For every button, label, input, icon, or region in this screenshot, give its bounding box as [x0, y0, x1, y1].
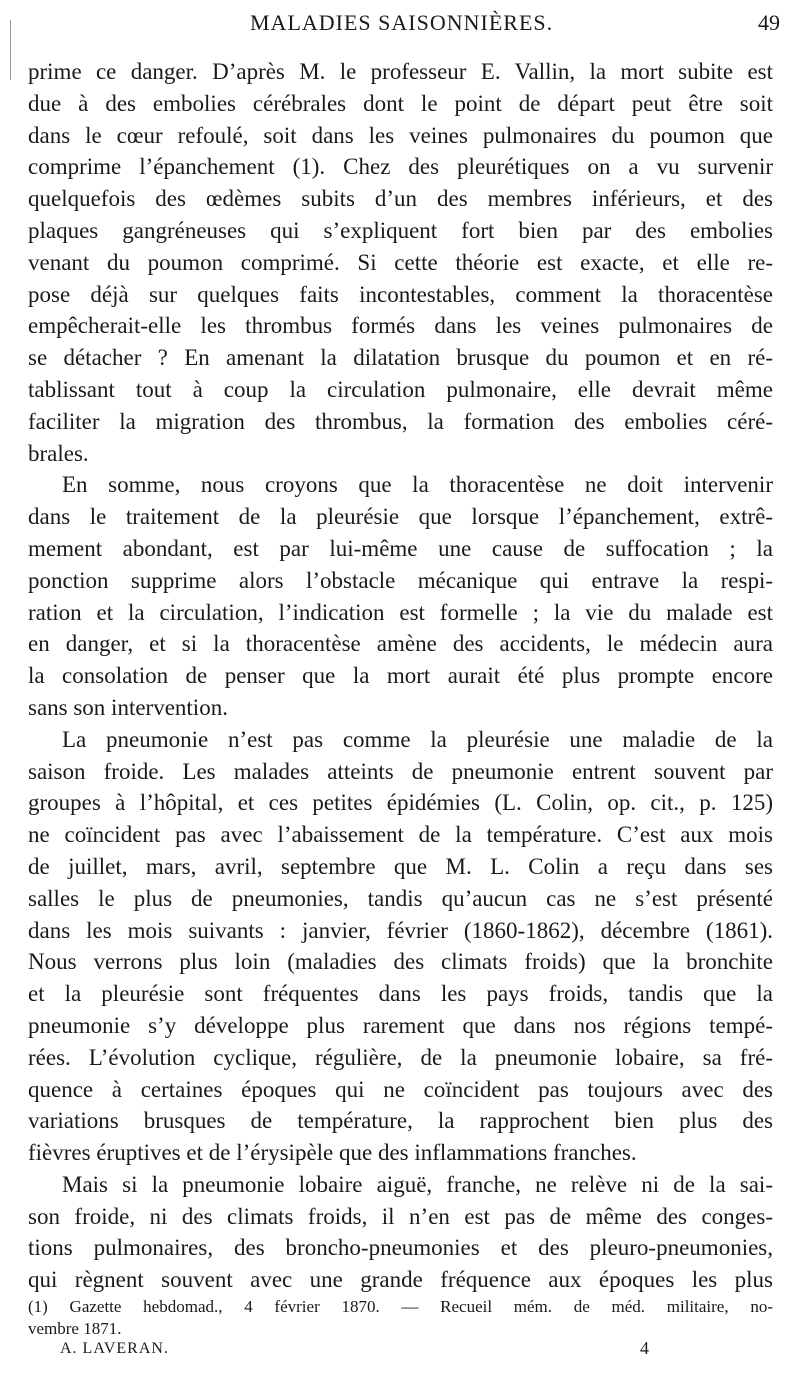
- page-header: [250, 10, 780, 40]
- text-line: variations brusques de température, la rapprochent bien plus des: [28, 1108, 773, 1134]
- text-line: Mais si la pneumonie lobaire aiguë, franche, ne relève ni de la sai-: [62, 1171, 773, 1197]
- text-line: due à des embolies cérébrales dont le point de départ peut être soit: [28, 90, 773, 116]
- text-line: ponction supprime alors l’obstacle mécanique qui entrave la respi-: [28, 567, 773, 593]
- text-line: salles le plus de pneumonies, tandis qu’aucun cas ne s’est présenté: [28, 885, 773, 911]
- text-line: venant du poumon comprimé. Si cette théorie est exacte, et elle re-: [28, 249, 773, 275]
- running-head: MALADIES SAISONNIÈRES.: [250, 10, 554, 35]
- text-line: ne coïncident pas avec l’abaissement de la température. C’est aux mois: [28, 822, 773, 848]
- text-line: mement abondant, est par lui-même une cause de suffocation ; la: [28, 535, 773, 561]
- printer-signature: A. LAVERAN.: [60, 1340, 169, 1357]
- text-line: comprime l’épanchement (1). Chez des pleurétiques on a vu survenir: [28, 154, 773, 180]
- text-line: tions pulmonaires, des broncho-pneumonies et des pleuro-pneumonies,: [28, 1235, 773, 1261]
- text-line: de juillet, mars, avril, septembre que M. L. Colin a reçu dans ses: [28, 853, 773, 879]
- text-line: dans le cœur refoulé, soit dans les veines pulmonaires du poumon que: [28, 122, 773, 148]
- footnote-line: vembre 1871.: [28, 1319, 122, 1338]
- text-line: Nous verrons plus loin (maladies des climats froids) que la bronchite: [28, 949, 773, 975]
- text-line: pose déjà sur quelques faits incontestables, comment la thoracentèse: [28, 281, 773, 307]
- text-line: En somme, nous croyons que la thoracentèse ne doit intervenir: [62, 472, 773, 498]
- text-line: et la pleurésie sont fréquentes dans les pays froids, tandis que la: [28, 981, 773, 1007]
- footnote-line: (1) Gazette hebdomad., 4 février 1870. — Recueil mém. de méd. militaire, no-: [28, 1297, 773, 1316]
- text-line: quelquefois des œdèmes subits d’un des membres inférieurs, et des: [28, 186, 773, 212]
- page-edge-shadow: [10, 20, 11, 80]
- text-line: faciliter la migration des thrombus, la formation des embolies céré-: [28, 408, 773, 434]
- text-line: quence à certaines époques qui ne coïncident pas toujours avec des: [28, 1076, 773, 1102]
- text-line: tablissant tout à coup la circulation pulmonaire, elle devrait même: [28, 376, 773, 402]
- text-line: la consolation de penser que la mort aurait été plus prompte encore: [28, 663, 773, 689]
- text-line: La pneumonie n’est pas comme la pleurésie une maladie de la: [62, 726, 773, 752]
- text-line: brales.: [28, 440, 89, 466]
- text-line: groupes à l’hôpital, et ces petites épidémies (L. Colin, op. cit., p. 125): [28, 790, 773, 816]
- text-line: pneumonie s’y développe plus rarement que dans nos régions tempé-: [28, 1012, 773, 1038]
- text-line: ration et la circulation, l’indication est formelle ; la vie du malade est: [28, 599, 773, 625]
- text-line: en danger, et si la thoracentèse amène des accidents, le médecin aura: [28, 631, 773, 657]
- footnotes: [28, 1296, 773, 1340]
- text-line: dans le traitement de la pleurésie que lorsque l’épanchement, extrê-: [28, 504, 773, 530]
- sheet-number: 4: [640, 1338, 649, 1358]
- text-line: qui règnent souvent avec une grande fréquence aux époques les plus: [28, 1267, 773, 1293]
- text-line: fièvres éruptives et de l’érysipèle que des inflammations franches.: [28, 1140, 637, 1166]
- text-line: sans son intervention.: [28, 694, 228, 720]
- text-line: son froide, ni des climats froids, il n’en est pas de même des conges-: [28, 1203, 773, 1229]
- body-text: [28, 56, 773, 1296]
- page-number: 49: [758, 10, 780, 35]
- text-line: se détacher ? En amenant la dilatation brusque du poumon et en ré-: [28, 345, 773, 371]
- text-line: rées. L’évolution cyclique, régulière, de la pneumonie lobaire, sa fré-: [28, 1044, 773, 1070]
- text-line: dans les mois suivants : janvier, février (1860-1862), décembre (1861).: [28, 917, 773, 943]
- text-line: saison froide. Les malades atteints de pneumonie entrent souvent par: [28, 758, 773, 784]
- text-line: empêcherait-elle les thrombus formés dans les veines pulmonaires de: [28, 313, 773, 339]
- text-line: prime ce danger. D’après M. le professeur E. Vallin, la mort subite est: [28, 59, 773, 84]
- text-line: plaques gangréneuses qui s’expliquent fort bien par des embolies: [28, 217, 773, 243]
